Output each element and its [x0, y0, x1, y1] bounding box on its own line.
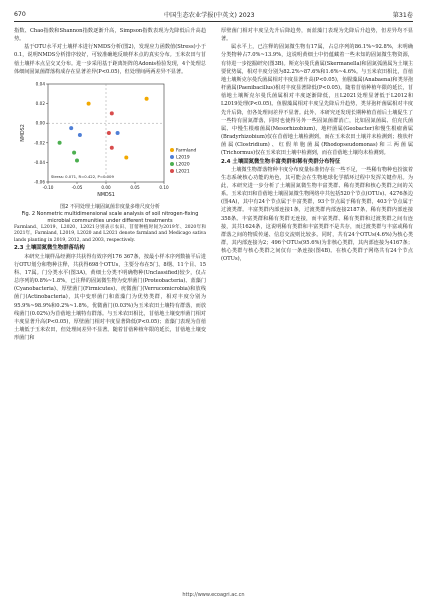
figure-2-nmds [14, 78, 206, 204]
x-tick-label: -0.05 [71, 184, 83, 190]
journal-title: 中国生态农业学报(中英文) 2023 [163, 11, 255, 19]
data-point-farmland [145, 97, 149, 101]
data-point-l2020 [72, 151, 76, 155]
section-title-2-4: 2.4 土壤固氮微生物丰富类群和稀有类群分布特征 [221, 158, 341, 165]
legend-label-l2020: L2020 [176, 162, 190, 168]
data-point-l2019 [69, 126, 73, 130]
x-tick-label: 0.10 [159, 184, 169, 190]
volume-label: 第31卷 [392, 11, 413, 19]
page-number: 670 [14, 10, 26, 18]
paragraph-intro: 指数、Chao指数和Shannon指数逐渐升高，Simpson指数表现为先降低后升高趋势。 [14, 28, 206, 43]
data-point-farmland [124, 155, 128, 159]
y-axis-label: NMDS2 [21, 124, 26, 142]
legend-label-l2021: L2021 [176, 169, 190, 175]
data-point-l2021 [110, 146, 114, 150]
stress-annotation: Stress: 0.071, R=0.422, P=0.009 [51, 173, 114, 179]
data-point-l2021 [107, 131, 111, 135]
y-tick-label: 0.00 [35, 120, 45, 126]
figure-note: Farmland、L2019、L2020、L2021分别表示农田、苜蓿种植时间为2019年、2020年和2021年。Farmland, L2019, L2020 and L2021 denote farmland and Medicago sativa lands planting in 2019, 2012, and 2003, respectively. [14, 224, 206, 243]
x-tick-label: -0.10 [42, 184, 54, 190]
header-rule [14, 21, 413, 22]
legend-swatch-l2021 [170, 169, 174, 173]
data-point-l2019 [78, 133, 82, 137]
x-axis-label: NMDS1 [97, 192, 115, 198]
legend-swatch-l2019 [170, 155, 174, 159]
y-tick-label: -0.02 [34, 140, 45, 146]
paragraph-genus: 属水平上，已注释的固氮微生物有17属，占总序列的86.1%~92.8%，未明确分类物种占7.0%~13.9%，这说明黄细土中仍蕴藏着一些未知的固氮微生物资源，有待进一步挖掘研究(图3B)。斯克尔曼氏菌属(Skermanella)和固氮弧菌属为土壤主要优势属，相对丰度分别为82.2%~87.6%和1.6%~4.6%。与玉米农田相比，苜蓿地土壤斯克尔曼氏菌属相对丰度显著升高(P<0.05)，鱼腥藻属(Anabaena)和类芽孢杆菌属(Paenibacillus)相对丰度显著降低(P<0.05)。随着苜蓿种植年限的延长，苜蓿地土壤斯克尔曼氏菌属相对丰度逐渐降低，且L2021处理显著低于L2012和L2019处理(P<0.05)。鱼腥藻属相对丰度呈先降后升趋势，类芽孢杆菌属相对丰度先升后降，但各处理间差异不显著。此外，本研究还发现长期种植苜蓿后土壤促生了一些特有固氮群落，同时也使得另外一些固氮菌群消亡，比如固氮菌属、伯克氏菌属、中慢生根瘤菌属(Mesorhizobium)、地杆菌属(Geobacter)和慢生根瘤菌属(Bradyrhizobium)仅在苜蓿地土壤检测到，而在玉米农田土壤并未检测到；梭状杆菌属(Clostridium)、红假单胞菌属(Rhodopseudomonas)和三两菌属(Trichormus)仅在玉米农田土壤中检测到，而在苜蓿地土壤均未检测到。 [221, 44, 413, 157]
figure-caption-en: Fig. 2 Nonmetric multidimensional scale analysis of soil nitrogen-fixing microbial communities under different treatments [21, 210, 199, 224]
legend-swatch-farmland [170, 148, 174, 152]
legend-label-l2019: L2019 [176, 155, 190, 161]
y-tick-label: -0.06 [34, 179, 45, 185]
nmds-chart [14, 78, 206, 204]
data-point-farmland [87, 102, 91, 106]
y-tick-label: -0.04 [34, 159, 45, 165]
left-column [14, 27, 206, 342]
page-header [14, 8, 413, 20]
paragraph-network: 土壤微生物群落物种丰度分布度量标准仍存在一些不足，一些稀有物种也扮演着生态系统核心功能的角色，其可能会在生物地球化学循环过程中发挥关键作用。为此，本研究进一步分析了土壤固氮微生物丰富类群、稀有类群和核心类群之间的关系。玉米农田和苜蓿地土壤固氮微生物网络中共包括520个节点(OTUs)、4276条边(图4A)，其中有24个节点属于丰富类群，93个节点属于稀有类群，403个节点属于过渡类群。丰富类群内部连接1条，过渡类群内部连接2187条，稀有类群内部连接358条。丰富类群和稀有类群无连接，而丰富类群、稀有类群和过渡类群之间有连接，其共1624条，这说明稀有类群和丰富类群不是共存，而过渡类群与丰富或稀有群落之间的物质传递、信息交流则比较多。同时，共有24个OTUs(4.6%)为核心类群，其内部连接为2；496个OTUs(95.6%)为非核心类群，其内部连接为4167条；核心类群与核心类群之间仅有一条连接(图4B)。在核心类群子网络共有24个节点(OTUs)， [221, 166, 413, 263]
x-tick-label: 0.00 [101, 184, 111, 190]
y-tick-label: 0.02 [35, 101, 45, 107]
data-point-l2020 [75, 158, 79, 162]
x-tick-label: 0.05 [130, 184, 140, 190]
y-tick-label: 0.04 [35, 81, 45, 87]
page-footer-url: http://www.ecoagri.ac.cn [182, 592, 245, 598]
legend-swatch-l2020 [170, 162, 174, 166]
data-point-l2020 [58, 141, 62, 145]
data-point-l2021 [110, 111, 114, 115]
figure-caption-cn: 图2 不同处理土壤固氮菌非度量多维尺度分析 [60, 203, 160, 210]
section-title-2-3: 2.3 土壤固氮微生物群落结构 [14, 245, 85, 252]
right-column [221, 27, 413, 264]
paragraph-community: 本研究土壤样品经测序共获得有效序列176 367条，按最小样本序列数抽平后进行OTU划分和物种注释，共获得698个OTUs，主要分布在5门、8纲、11个目、15科、17属。门分类水平(图3A)，黄细土分类不明确物种(Unclassified)较少，仅占总序列的0.8%~1.8%，已注释的固氮微生物为变形菌门(Proteobacteria)、蓝藻门(Cyanobacteria)、厚壁菌门(Firmicutes)、疣微菌门(Verrucomicrobia)和放线菌门(Actinobacteria)，其中变形菌门和蓝藻门为优势类群，相对丰度分别为95.9%~98.9%和0.2%~1.8%。优微菌门(0.03%)为玉米农田土壤特有群落，而放线菌门(0.02%)为苜蓿地土壤特有群落。与玉米农田相比，苜蓿地土壤变形菌门相对丰度显著升高(P<0.05)，厚壁菌门相对丰度显著降低(P<0.05)；蓝藻门表现为苜蓿土壤低于玉米农田，但处理间差异不显著。随着苜蓿种植年限的延长，苜蓿地土壤变形菌门和 [14, 253, 206, 342]
paragraph-nmds: 基于OTU水平对土壤样本进行NMDS分析(图2)，发现应力函数值(Stress)小于0.1，说明NMDS分析排序较好，可较准确地反映样本点的真实分布。玉米农田与苜蓿土壤样本点呈交叉分布。进一步采用基于距离矩阵的Adonis检验发现，4个处理总体细间固氮菌群落构成存在显著差异(P<0.05)，但处理间两两差异不显著。 [14, 44, 206, 75]
data-point-l2019 [116, 131, 120, 135]
paragraph-continuation: 厚壁菌门相对丰度呈先升后降趋势，而蓝藻门表现为先降后升趋势，但差异均不显著。 [221, 28, 413, 43]
legend-label-farmland: Farmland [176, 148, 197, 154]
